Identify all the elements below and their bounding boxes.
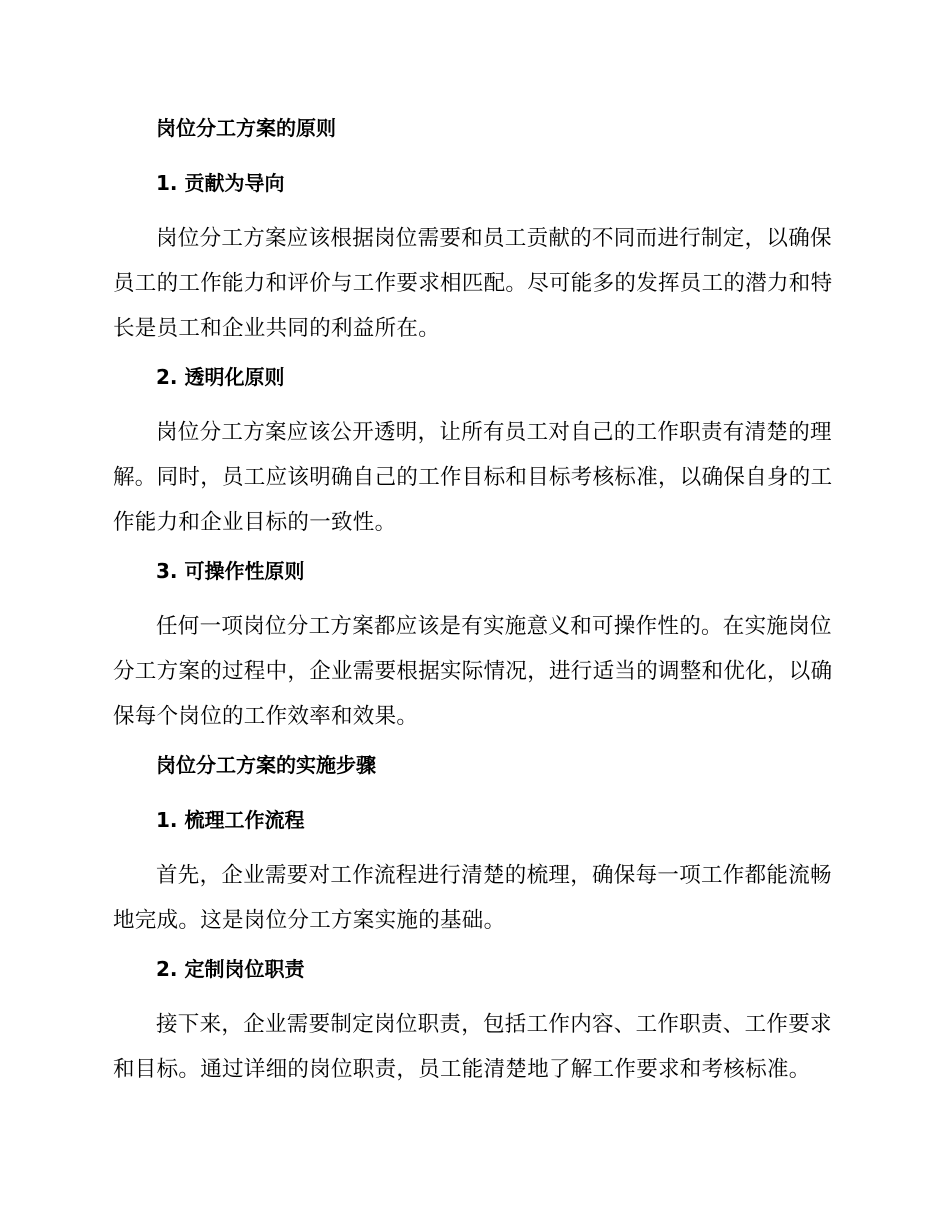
paragraph-workflow: 首先，企业需要对工作流程进行清楚的梳理，确保每一项工作都能流畅地完成。这是岗位分工方案实施的基础。 [113,863,832,933]
paragraph-transparency: 岗位分工方案应该公开透明，让所有员工对自己的工作职责有清楚的理解。同时，员工应该明确自己的工作目标和目标考核标准，以确保自身的工作能力和企业目标的一致性。 [113,420,833,535]
subheading-job-duties: 2. 定制岗位职责 [156,957,305,981]
subheading-transparency: 2. 透明化原则 [156,365,285,389]
section-heading-steps: 岗位分工方案的实施步骤 [156,753,376,777]
subheading-operability: 3. 可操作性原则 [156,559,305,583]
paragraph-contribution: 岗位分工方案应该根据岗位需要和员工贡献的不同而进行制定，以确保员工的工作能力和评价与工作要求相匹配。尽可能多的发挥员工的潜力和特长是员工和企业共同的利益所在。 [113,226,833,341]
subheading-contribution: 1. 贡献为导向 [156,171,285,195]
paragraph-job-duties: 接下来，企业需要制定岗位职责，包括工作内容、工作职责、工作要求和目标。通过详细的岗位职责，员工能清楚地了解工作要求和考核标准。 [113,1012,832,1082]
section-heading-principles: 岗位分工方案的原则 [156,116,336,140]
paragraph-operability: 任何一项岗位分工方案都应该是有实施意义和可操作性的。在实施岗位分工方案的过程中，企业需要根据实际情况，进行适当的调整和优化，以确保每个岗位的工作效率和效果。 [113,614,833,729]
subheading-workflow: 1. 梳理工作流程 [156,808,305,832]
